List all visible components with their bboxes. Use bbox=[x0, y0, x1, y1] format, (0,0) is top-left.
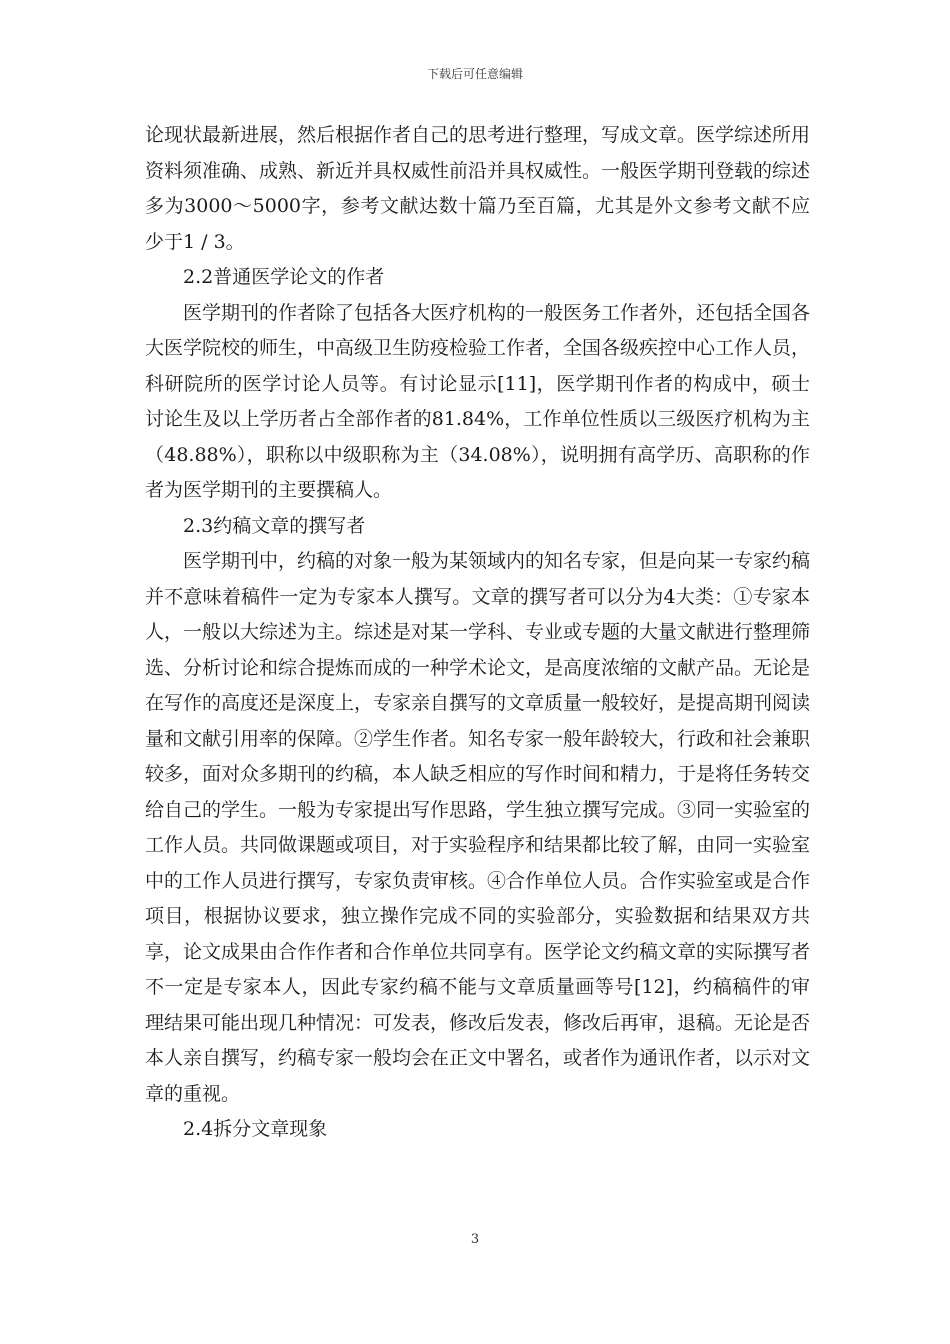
paragraph-invited-writers: 医学期刊中，约稿的对象一般为某领域内的知名专家，但是向某一专家约稿并不意味着稿件一定为专家本人撰写。文章的撰写者可以分为4大类：①专家本人，一般以大综述为主。综述是对某一学科、专业或专题的大量文献进行整理筛选、分析讨论和综合提炼而成的一种学术论文，是高度浓缩的文献产品。无论是在写作的高度还是深度上，专家亲自撰写的文章质量一般较好，是提高期刊阅读量和文献引用率的保障。②学生作者。知名专家一般年龄较大，行政和社会兼职较多，面对众多期刊的约稿，本人缺乏相应的写作时间和精力，于是将任务转交给自己的学生。一般为专家提出写作思路，学生独立撰写完成。③同一实验室的工作人员。共同做课题或项目，对于实验程序和结果都比较了解，由同一实验室中的工作人员进行撰写，专家负责审核。④合作单位人员。合作实验室或是合作项目，根据协议要求，独立操作完成不同的实验部分，实验数据和结果双方共享，论文成果由合作作者和合作单位共同享有。医学论文约稿文章的实际撰写者不一定是专家本人，因此专家约稿不能与文章质量画等号[12]，约稿稿件的审理结果可能出现几种情况：可发表，修改后发表，修改后再审，退稿。无论是否本人亲自撰写，约稿专家一般均会在正文中署名，或者作为通讯作者，以示对文章的重视。 bbox=[145, 550, 811, 1105]
section-heading-2-2: 2.2普通医学论文的作者 bbox=[183, 266, 385, 288]
section-heading-2-3: 2.3约稿文章的撰写者 bbox=[183, 514, 366, 537]
section-heading-2-4: 2.4拆分文章现象 bbox=[183, 1118, 328, 1140]
page-header: 下载后可任意编辑 bbox=[426, 67, 523, 81]
page-number: 3 bbox=[470, 1232, 480, 1247]
paragraph-general-authors: 医学期刊的作者除了包括各大医疗机构的一般医务工作者外，还包括全国各大医学院校的师生，中高级卫生防疫检验工作者，全国各级疾控中心工作人员，科研院所的医学讨论人员等。有讨论显示[11]，医学期刊作者的构成中，硕士讨论生及以上学历者占全部作者的81.84%，工作单位性质以三级医疗机构为主（48.88%），职称以中级职称为主（34.08%），说明拥有高学历、高职称的作者为医学期刊的主要撰稿人。 bbox=[145, 301, 811, 501]
paragraph-review-continued: 论现状最新进展，然后根据作者自己的思考进行整理，写成文章。医学综述所用资料须准确、成熟、新近并具权威性前沿并具权威性。一般医学期刊登载的综述多为3000～5000字，参考文献达数十篇乃至百篇，尤其是外文参考文献不应少于1 / 3。 bbox=[145, 124, 811, 253]
document-body bbox=[145, 118, 810, 1148]
